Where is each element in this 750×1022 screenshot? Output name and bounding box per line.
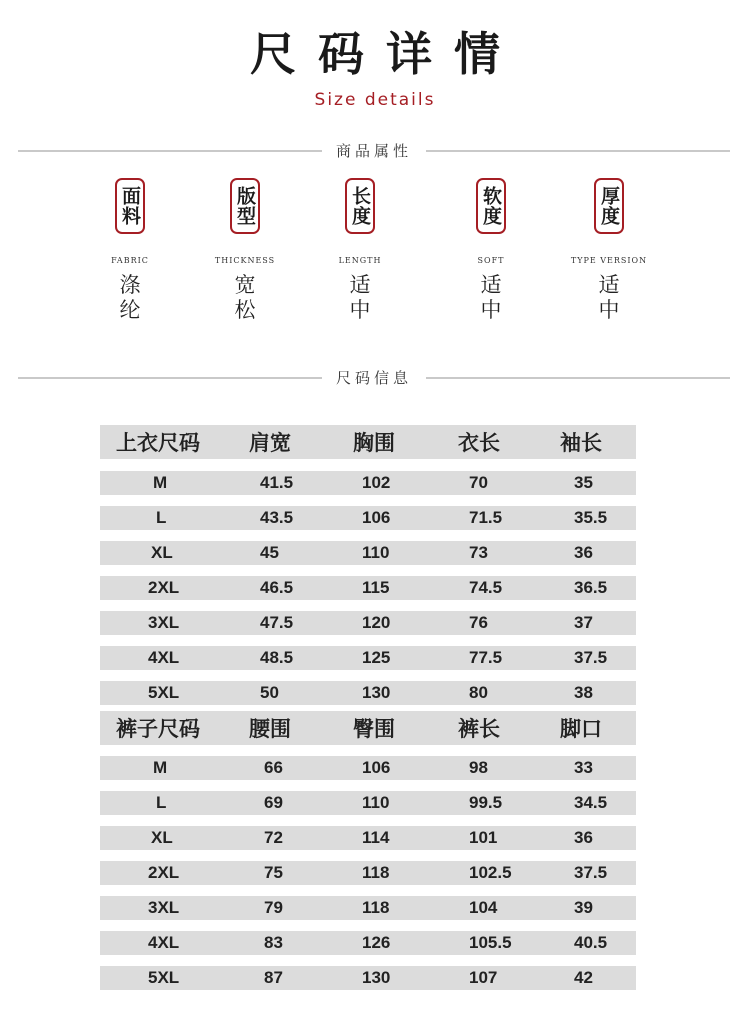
attributes-section-label: 商品属性 [335, 142, 412, 160]
table-row [100, 791, 636, 815]
product-attributes [0, 178, 750, 338]
table-row [100, 966, 636, 990]
value-cell: 87 [264, 968, 283, 987]
header-cell: 肩宽 [249, 431, 291, 455]
attribute-value: 适中 [598, 273, 620, 322]
size-cell: XL [151, 828, 173, 847]
attribute-value: 适中 [480, 273, 502, 322]
attribute-fabric [70, 178, 190, 323]
value-cell: 101 [469, 828, 498, 847]
value-cell: 37 [574, 613, 593, 632]
value-cell: 45 [260, 543, 279, 562]
size-divider [18, 367, 730, 389]
value-cell: 36 [574, 543, 593, 562]
value-cell: 79 [264, 898, 283, 917]
value-cell: 48.5 [260, 648, 294, 667]
size-cell: L [156, 793, 167, 812]
value-cell: 110 [362, 543, 390, 562]
value-cell: 118 [362, 898, 390, 917]
value-cell: 102.5 [469, 863, 512, 882]
value-cell: 35 [574, 473, 593, 492]
table-row [100, 506, 636, 530]
table-row [100, 861, 636, 885]
attribute-thickness [549, 178, 669, 323]
value-cell: 70 [469, 473, 488, 492]
attribute-english-label: THICKNESS [214, 256, 276, 265]
value-cell: 110 [362, 793, 390, 812]
size-cell: 5XL [148, 968, 180, 987]
value-cell: 83 [264, 933, 283, 952]
value-cell: 74.5 [469, 578, 503, 597]
attribute-english-label: LENGTH [338, 256, 382, 265]
table-row [100, 576, 636, 600]
value-cell: 106 [362, 758, 391, 777]
pants-table-header [100, 711, 636, 745]
attribute-badge: 软度 [476, 178, 506, 234]
value-cell: 104 [469, 898, 498, 917]
value-cell: 118 [362, 863, 390, 882]
divider-line-right [426, 377, 730, 379]
table-row [100, 611, 636, 635]
value-cell: 125 [362, 648, 391, 667]
size-cell: XL [151, 543, 173, 562]
size-cell: 3XL [148, 898, 180, 917]
value-cell: 34.5 [574, 793, 608, 812]
value-cell: 130 [362, 968, 391, 987]
header-cell: 臀围 [353, 717, 395, 741]
value-cell: 36 [574, 828, 593, 847]
size-cell: 4XL [148, 648, 180, 667]
value-cell: 99.5 [469, 793, 503, 812]
size-cell: 4XL [148, 933, 180, 952]
value-cell: 102 [362, 473, 391, 492]
value-cell: 106 [362, 508, 391, 527]
attribute-english-label: FABRIC [111, 256, 149, 265]
value-cell: 66 [264, 758, 283, 777]
size-cell: 3XL [148, 613, 180, 632]
value-cell: 33 [574, 758, 593, 777]
value-cell: 50 [260, 683, 279, 702]
divider-line-right [426, 150, 730, 152]
header-cell: 上衣尺码 [116, 431, 200, 455]
table-row [100, 931, 636, 955]
value-cell: 38 [574, 683, 593, 702]
attribute-badge: 厚度 [594, 178, 624, 234]
value-cell: 80 [469, 683, 488, 702]
value-cell: 73 [469, 543, 488, 562]
value-cell: 98 [469, 758, 488, 777]
attribute-english-label: TYPE VERSION [570, 256, 648, 265]
value-cell: 114 [362, 828, 390, 847]
header-cell: 裤长 [458, 717, 500, 741]
table-row [100, 681, 636, 705]
value-cell: 35.5 [574, 508, 608, 527]
value-cell: 126 [362, 933, 391, 952]
value-cell: 37.5 [574, 863, 608, 882]
header-cell: 脚口 [560, 717, 602, 741]
value-cell: 72 [264, 828, 283, 847]
attribute-english-label: SOFT [477, 256, 505, 265]
value-cell: 115 [362, 578, 390, 597]
page-title: 尺码详情 [250, 27, 522, 81]
table-row [100, 896, 636, 920]
value-cell: 41.5 [260, 473, 294, 492]
table-row [100, 826, 636, 850]
header-cell: 裤子尺码 [116, 717, 200, 741]
value-cell: 120 [362, 613, 391, 632]
value-cell: 46.5 [260, 578, 294, 597]
size-cell: L [156, 508, 167, 527]
value-cell: 69 [264, 793, 283, 812]
attribute-softness [431, 178, 551, 323]
header-cell: 衣长 [458, 431, 500, 455]
value-cell: 75 [264, 863, 283, 882]
attribute-value: 宽松 [234, 273, 256, 322]
attribute-fit [185, 178, 305, 323]
value-cell: 37.5 [574, 648, 608, 667]
attribute-value: 涤纶 [119, 273, 141, 322]
value-cell: 107 [469, 968, 498, 987]
value-cell: 47.5 [260, 613, 294, 632]
value-cell: 40.5 [574, 933, 608, 952]
size-cell: 2XL [148, 578, 180, 597]
value-cell: 36.5 [574, 578, 608, 597]
table-row [100, 756, 636, 780]
size-cell: 2XL [148, 863, 180, 882]
attributes-divider [18, 140, 730, 162]
attribute-badge: 面料 [115, 178, 145, 234]
attribute-badge: 长度 [345, 178, 375, 234]
table-row [100, 541, 636, 565]
value-cell: 42 [574, 968, 593, 987]
page-subtitle: Size details [314, 90, 436, 110]
value-cell: 77.5 [469, 648, 503, 667]
size-cell: M [153, 758, 168, 777]
value-cell: 130 [362, 683, 391, 702]
size-cell: M [153, 473, 168, 492]
attribute-badge: 版型 [230, 178, 260, 234]
value-cell: 76 [469, 613, 488, 632]
value-cell: 71.5 [469, 508, 503, 527]
value-cell: 39 [574, 898, 593, 917]
attribute-value: 适中 [349, 273, 371, 322]
table-row [100, 646, 636, 670]
table-row [100, 471, 636, 495]
attribute-length [300, 178, 420, 323]
value-cell: 43.5 [260, 508, 294, 527]
header-cell: 袖长 [560, 431, 602, 455]
top-table-header [100, 425, 636, 459]
header-cell: 腰围 [249, 717, 291, 741]
value-cell: 105.5 [469, 933, 512, 952]
size-cell: 5XL [148, 683, 180, 702]
header-cell: 胸围 [353, 431, 395, 455]
size-section-label: 尺码信息 [335, 369, 412, 387]
